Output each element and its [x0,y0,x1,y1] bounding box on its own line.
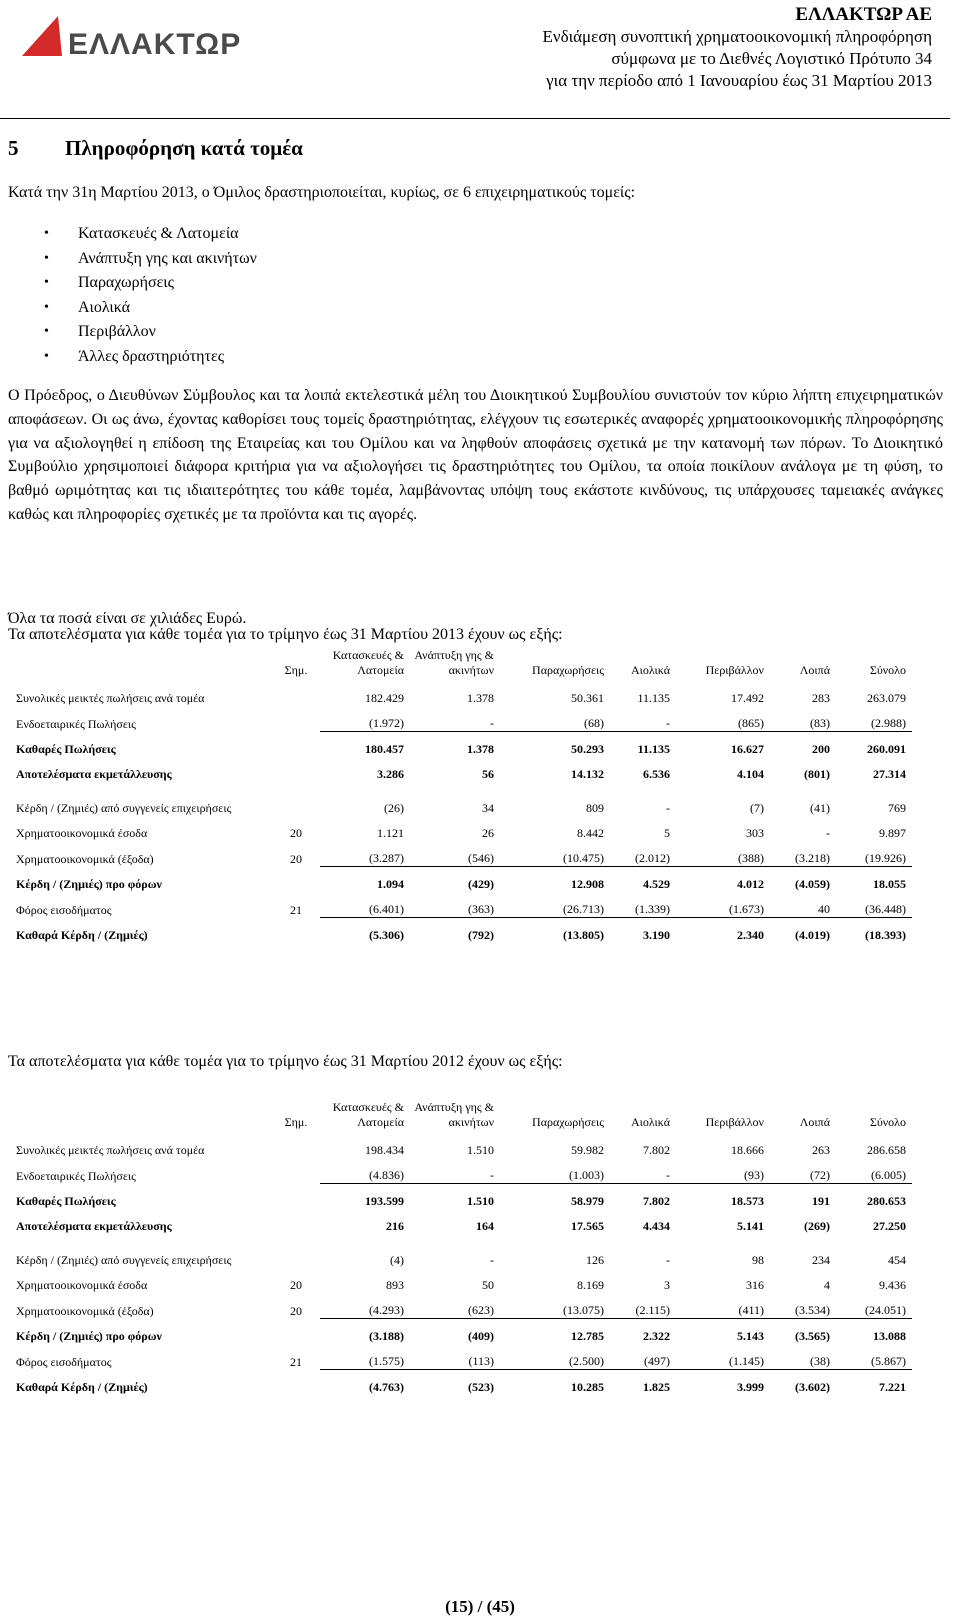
cell-concessions: 50.361 [571,691,604,705]
cell-other: 234 [812,1253,830,1267]
cell-other: 263 [812,1143,830,1157]
cell-concessions: 8.442 [577,826,604,840]
row-label: Συνολικές μεικτές πωλήσεις ανά τομέα [16,1143,205,1157]
cell-total: 27.250 [873,1219,906,1233]
row-note [276,1133,320,1158]
table-row [14,1234,912,1268]
table-row [14,1209,912,1234]
cell-concessions: 126 [586,1253,604,1267]
section-number: 5 [8,136,19,160]
header-line-2: σύμφωνα με το Διεθνές Λογιστικό Πρότυπο 34 [611,49,932,68]
cell-land: (623) [410,1293,500,1319]
cell-environment: 303 [746,826,764,840]
bullet-icon: • [44,275,49,290]
row-note [276,918,320,944]
cell-wind: 7.802 [643,1194,670,1208]
cell-environment: (411) [676,1293,770,1319]
section-title [8,136,303,161]
row-note [276,1319,320,1345]
header-company: ΕΛΛΑΚΤΩΡ ΑΕ [795,4,932,25]
cell-total: 454 [888,1253,906,1267]
results-2013-title: Τα αποτελέσματα για κάθε τομέα για το τρίμηνο έως 31 Μαρτίου 2013 έχουν ως εξής: [8,626,563,643]
segment-label: Άλλες δραστηριότητες [78,347,225,365]
bullet-icon: • [44,250,49,266]
cell-land: 1.510 [467,1194,494,1208]
cell-environment: 18.666 [731,1143,764,1157]
cell-land: (429) [468,877,494,891]
intro-text: Κατά την 31η Μαρτίου 2013, ο Όμιλος δραστηριοποιείται, κυρίως, σε 6 επιχειρηματικούς τομείς: [8,184,636,201]
row-label: Καθαρές Πωλήσεις [16,742,116,756]
cell-environment: 5.143 [737,1329,764,1343]
segment-item [30,247,257,272]
column-header-concessions: Παραχωρήσεις [532,663,604,677]
table-row [14,757,912,782]
row-label: Κέρδη / (Ζημιές) προ φόρων [16,877,162,891]
cell-concessions: 59.982 [571,1143,604,1157]
cell-construction: 216 [386,1219,404,1233]
row-label: Καθαρά Κέρδη / (Ζημιές) [16,928,148,942]
header-cell-empty [14,648,276,681]
cell-concessions: 58.979 [571,1194,604,1208]
segment-label: Κατασκευές & Λατομεία [78,225,239,242]
cell-total: (24.051) [836,1293,912,1319]
cell-construction: 198.434 [365,1143,404,1157]
cell-wind: (2.012) [610,841,676,867]
cell-wind: 4.434 [643,1219,670,1233]
cell-land: 50 [482,1278,494,1292]
cell-construction: (4.293) [320,1293,410,1319]
cell-environment: 3.999 [737,1380,764,1394]
cell-other: 4 [824,1278,830,1292]
cell-environment: (865) [676,706,770,732]
row-label: Κέρδη / (Ζημιές) από συγγενείς επιχειρήσεις [16,1253,232,1267]
cell-land: - [410,706,500,732]
cell-wind: 6.536 [643,767,670,781]
cell-wind: 3 [664,1278,670,1292]
row-note [276,732,320,758]
segment-item [30,271,257,296]
cell-other: (41) [810,801,830,815]
cell-concessions: (68) [500,706,610,732]
segment-item [30,345,257,370]
cell-concessions: 809 [586,801,604,815]
cell-environment: 5.141 [737,1219,764,1233]
cell-environment: (388) [676,841,770,867]
column-header-land: Ανάπτυξη γης & ακινήτων [414,648,494,677]
row-label: Αποτελέσματα εκμετάλλευσης [16,1219,172,1233]
table-row [14,706,912,732]
row-label: Φόρος εισοδήματος [16,902,112,917]
row-note [276,757,320,782]
results-2012-table [14,1100,912,1395]
table-row [14,816,912,841]
cell-environment: 316 [746,1278,764,1292]
cell-total: 260.091 [867,742,906,756]
cell-wind: - [666,1253,670,1267]
header-divider [0,118,950,119]
cell-wind: 1.825 [643,1380,670,1394]
column-header-land: Ανάπτυξη γης & ακινήτων [414,1100,494,1129]
table-row [14,782,912,816]
column-header-other: Λοιπά [799,1115,830,1129]
row-note: 20 [290,1278,302,1292]
column-header-environment: Περιβάλλον [705,1115,764,1129]
cell-wind: - [610,706,676,732]
cell-other: (3.602) [795,1380,830,1394]
cell-other: (38) [770,1344,836,1370]
row-note [276,1234,320,1268]
row-label: Συνολικές μεικτές πωλήσεις ανά τομέα [16,691,205,705]
cell-concessions: (13.805) [563,928,604,942]
row-label: Χρηματοοικονομικά (έξοδα) [16,1303,154,1318]
cell-other: (83) [770,706,836,732]
cell-total: 769 [888,801,906,815]
cell-wind: 4.529 [643,877,670,891]
cell-environment: 4.104 [737,767,764,781]
row-note [276,1158,320,1184]
cell-concessions: (2.500) [500,1344,610,1370]
logo-icon [20,14,282,84]
row-note [276,1184,320,1210]
table-row [14,1370,912,1396]
cell-construction: (5.306) [369,928,404,942]
cell-total: (5.867) [836,1344,912,1370]
row-label: Ενδοεταιρικές Πωλήσεις [16,716,136,731]
cell-land: - [410,1158,500,1184]
segment-item [30,222,257,247]
cell-other: 200 [812,742,830,756]
cell-wind: - [610,1158,676,1184]
column-header-environment: Περιβάλλον [705,663,764,677]
cell-other: (3.534) [770,1293,836,1319]
cell-construction: (4.763) [369,1380,404,1394]
cell-construction: 893 [386,1278,404,1292]
row-note [276,1370,320,1396]
column-header-wind: Αιολικά [630,1115,670,1129]
cell-concessions: 12.908 [571,877,604,891]
column-header-other: Λοιπά [799,663,830,677]
cell-wind: 3.190 [643,928,670,942]
row-label: Κέρδη / (Ζημιές) προ φόρων [16,1329,162,1343]
cell-concessions: 17.565 [571,1219,604,1233]
cell-other: (3.218) [770,841,836,867]
table-row [14,918,912,944]
cell-wind: 11.135 [637,691,670,705]
table-row [14,1319,912,1345]
cell-construction: 1.094 [377,877,404,891]
header-line-1: Ενδιάμεση συνοπτική χρηματοοικονομική πληροφόρηση [542,27,932,46]
cell-land: (523) [468,1380,494,1394]
cell-wind: (2.115) [610,1293,676,1319]
row-note [276,706,320,732]
cell-environment: 2.340 [737,928,764,942]
table-header-row [14,1100,912,1133]
cell-total: (2.988) [836,706,912,732]
cell-land: 1.378 [467,742,494,756]
segment-item [30,296,257,321]
segment-list [30,222,257,369]
cell-construction: (1.575) [320,1344,410,1370]
cell-concessions: 14.132 [571,767,604,781]
cell-land: 164 [476,1219,494,1233]
results-2012-title: Τα αποτελέσματα για κάθε τομέα για το τρίμηνο έως 31 Μαρτίου 2012 έχουν ως εξής: [8,1053,563,1070]
cell-environment: 16.627 [731,742,764,756]
cell-concessions: 12.785 [571,1329,604,1343]
cell-total: 18.055 [873,877,906,891]
row-note: 21 [290,902,302,917]
cell-total: 263.079 [867,691,906,705]
row-label: Καθαρές Πωλήσεις [16,1194,116,1208]
cell-construction: 180.457 [365,742,404,756]
table-row [14,841,912,867]
cell-other: (801) [804,767,830,781]
cell-land: (409) [468,1329,494,1343]
column-header-wind: Αιολικά [630,663,670,677]
row-note [276,782,320,816]
cell-construction: 193.599 [365,1194,404,1208]
cell-construction: (3.188) [369,1329,404,1343]
cell-concessions: (10.475) [500,841,610,867]
table-row [14,867,912,893]
cell-other: (4.059) [795,877,830,891]
cell-wind: (497) [610,1344,676,1370]
row-note [276,681,320,706]
cell-other: (4.019) [795,928,830,942]
cell-wind: 11.135 [637,742,670,756]
cell-total: (6.005) [836,1158,912,1184]
cell-land: - [490,1253,494,1267]
cell-concessions: (13.075) [500,1293,610,1319]
segment-label: Ανάπτυξη γης και ακινήτων [78,249,257,267]
row-label: Χρηματοοικονομικά (έξοδα) [16,851,154,866]
cell-environment: (93) [676,1158,770,1184]
table-row [14,1268,912,1293]
row-label: Χρηματοοικονομικά έσοδα [16,826,148,840]
results-2013-table [14,648,912,943]
row-label: Αποτελέσματα εκμετάλλευσης [16,767,172,781]
cell-other: - [826,826,830,840]
cell-construction: (6.401) [320,892,410,918]
cell-other: 40 [770,892,836,918]
bullet-icon: • [44,299,49,315]
company-logo [20,14,282,84]
table-row [14,1293,912,1319]
table-row [14,732,912,758]
row-label: Φόρος εισοδήματος [16,1354,112,1369]
segment-item [30,320,257,345]
cell-construction: (26) [384,801,404,815]
cell-concessions: 10.285 [571,1380,604,1394]
cell-total: (18.393) [865,928,906,942]
row-note [276,867,320,893]
cell-construction: (4.836) [320,1158,410,1184]
cell-other: (72) [770,1158,836,1184]
cell-wind: 7.802 [643,1143,670,1157]
cell-land: 56 [482,767,494,781]
amounts-note: Όλα τα ποσά είναι σε χιλιάδες Ευρώ. [8,610,247,627]
table-row [14,1184,912,1210]
cell-construction: (1.972) [320,706,410,732]
column-header-total: Σύνολο [869,1115,906,1129]
cell-other: (269) [804,1219,830,1233]
cell-total: 7.221 [879,1380,906,1394]
cell-other: 283 [812,691,830,705]
cell-total: 27.314 [873,767,906,781]
cell-environment: 4.012 [737,877,764,891]
cell-total: 9.436 [879,1278,906,1292]
column-header-note: Σημ. [284,663,308,677]
row-note: 20 [290,1303,302,1318]
row-note: 21 [290,1354,302,1369]
cell-land: (792) [468,928,494,942]
bullet-icon: • [44,348,49,364]
cell-concessions: (26.713) [500,892,610,918]
logo-text: ΕΛΛΑΚΤΩΡ [68,28,242,61]
cell-environment: (1.145) [676,1344,770,1370]
cell-construction: 182.429 [365,691,404,705]
cell-construction: (4) [390,1253,404,1267]
column-header-construction: Κατασκευές & Λατομεία [332,1100,404,1129]
column-header-note: Σημ. [284,1115,308,1129]
cell-environment: (7) [750,801,764,815]
row-note [276,1209,320,1234]
header-line-3: για την περίοδο από 1 Ιανουαρίου έως 31 Μαρτίου 2013 [546,71,932,90]
body-paragraph: Ο Πρόεδρος, ο Διευθύνων Σύμβουλος και τα λοιπά εκτελεστικά μέλη του Διοικητικού Συμβουλίου συνιστούν τον κύριο λήπτη επιχειρηματικών αποφάσεων. Οι ως άνω, έχοντας καθορίσει τους τομείς δραστηριότητας, ελέγχουν τις εσωτερικές αναφορές χρηματοοικονομικής πληροφόρησης για να αξιολογηθεί η επίδοση της Εταιρείας και του Ομίλου και να ληφθούν αποφάσεις σχετικά με την κατανομή των πόρων. Το Διοικητικό Συμβούλιο χρησιμοποιεί διάφορα κριτήρια για να αξιολογήσει τις δραστηριότητες του Ομίλου, τα οποία ποικίλουν ανάλογα με τη φύση, το βαθμό ωριμότητας και τις ιδιαιτερότητες του κάθε τομέα, λαμβάνοντας υπόψη τους εκάστοτε κινδύνους, τις υπάρχουσες ταμειακές ανάγκες καθώς και πληροφορίες σχετικές με τα προϊόντα και τις αγορές. [8,387,943,523]
cell-construction: 3.286 [377,767,404,781]
section-heading: Πληροφόρηση κατά τομέα [65,136,303,160]
row-note: 20 [290,851,302,866]
cell-concessions: 50.293 [571,742,604,756]
cell-wind: - [666,801,670,815]
segment-label: Παραχωρήσεις [78,274,174,291]
cell-land: 1.378 [467,691,494,705]
row-label: Χρηματοοικονομικά έσοδα [16,1278,148,1292]
cell-environment: 17.492 [731,691,764,705]
cell-other: 191 [812,1194,830,1208]
row-label: Κέρδη / (Ζημιές) από συγγενείς επιχειρήσεις [16,801,232,815]
bullet-icon: • [44,226,49,241]
cell-environment: 98 [752,1253,764,1267]
cell-total: 280.653 [867,1194,906,1208]
table-header-row [14,648,912,681]
cell-concessions: 8.169 [577,1278,604,1292]
segment-label: Περιβάλλον [78,323,156,340]
table-row [14,892,912,918]
cell-environment: 18.573 [731,1194,764,1208]
cell-total: (36.448) [836,892,912,918]
cell-land: 26 [482,826,494,840]
column-header-total: Σύνολο [869,663,906,677]
cell-concessions: (1.003) [500,1158,610,1184]
page-header [543,4,933,92]
column-header-construction: Κατασκευές & Λατομεία [332,648,404,677]
cell-land: (546) [410,841,500,867]
cell-land: 34 [482,801,494,815]
row-label: Ενδοεταιρικές Πωλήσεις [16,1168,136,1183]
table-row [14,1344,912,1370]
cell-land: (363) [410,892,500,918]
cell-land: 1.510 [467,1143,494,1157]
cell-wind: (1.339) [610,892,676,918]
table-row [14,1158,912,1184]
cell-total: 9.897 [879,826,906,840]
cell-construction: 1.121 [377,826,404,840]
cell-total: 13.088 [873,1329,906,1343]
segment-label: Αιολικά [78,298,131,316]
cell-wind: 2.322 [643,1329,670,1343]
cell-total: 286.658 [867,1143,906,1157]
page-number: (15) / (45) [445,1597,515,1616]
cell-land: (113) [410,1344,500,1370]
row-label: Καθαρά Κέρδη / (Ζημιές) [16,1380,148,1394]
cell-total: (19.926) [836,841,912,867]
cell-environment: (1.673) [676,892,770,918]
table-row [14,681,912,706]
column-header-concessions: Παραχωρήσεις [532,1115,604,1129]
cell-construction: (3.287) [320,841,410,867]
bullet-icon: • [44,324,49,339]
row-note: 20 [290,826,302,840]
header-cell-empty [14,1100,276,1133]
cell-other: (3.565) [795,1329,830,1343]
cell-wind: 5 [664,826,670,840]
table-row [14,1133,912,1158]
